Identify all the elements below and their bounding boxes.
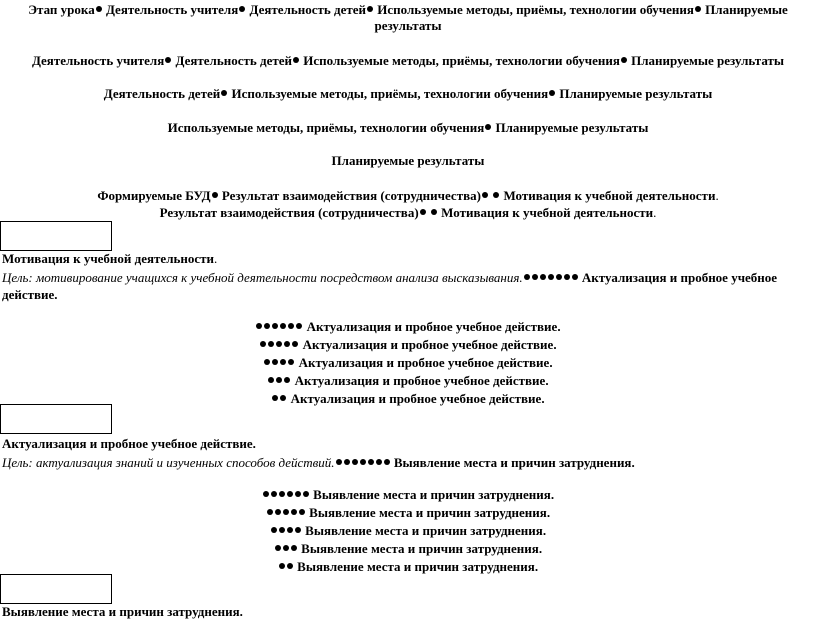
bullet-icon bbox=[256, 323, 262, 329]
header-children: Деятельность детей bbox=[175, 53, 292, 68]
bud-cooperation: Результат взаимодействия (сотрудничества) bbox=[221, 188, 481, 203]
list-item bbox=[0, 391, 816, 407]
list-item bbox=[0, 319, 816, 335]
bullet-icon bbox=[556, 274, 562, 280]
list-item-text: Актуализация и пробное учебное действие. bbox=[306, 319, 561, 334]
section-title bbox=[2, 251, 816, 267]
bullet-icon bbox=[295, 527, 301, 533]
table-cell-box bbox=[0, 221, 112, 251]
bullet-icon bbox=[271, 527, 277, 533]
header-row-3 bbox=[0, 86, 816, 102]
bullet-icon bbox=[296, 323, 302, 329]
bullet-icon bbox=[303, 491, 309, 497]
section-1-next: Актуализация и пробное учебное bbox=[581, 270, 778, 285]
bullet-icon bbox=[268, 377, 274, 383]
header-stage: Этап урока bbox=[28, 2, 95, 17]
bullet-icon bbox=[336, 459, 342, 465]
header-planned: Планируемые результаты bbox=[495, 120, 649, 135]
list-item bbox=[0, 337, 816, 353]
table-cell-box bbox=[0, 574, 112, 604]
bullet-icon bbox=[299, 509, 305, 515]
list-item-text: Выявление места и причин затруднения. bbox=[313, 487, 555, 502]
bullet-icon bbox=[288, 323, 294, 329]
bud-cooperation: Результат взаимодействия (сотрудничества) bbox=[159, 205, 419, 220]
bullet-icon bbox=[376, 459, 382, 465]
bullet-icon bbox=[212, 192, 218, 198]
bullet-icon bbox=[272, 395, 278, 401]
header-methods: Используемые методы, приёмы, технологии обучения bbox=[231, 86, 549, 101]
list-item-text: Выявление места и причин затруднения. bbox=[309, 505, 551, 520]
list-item bbox=[0, 541, 816, 557]
bullet-icon bbox=[482, 192, 488, 198]
bullet-icon bbox=[564, 274, 570, 280]
list-item-text: Выявление места и причин затруднения. bbox=[297, 559, 539, 574]
list-item bbox=[0, 559, 816, 575]
bullet-icon bbox=[287, 491, 293, 497]
bullet-icon bbox=[276, 377, 282, 383]
bullet-icon bbox=[267, 509, 273, 515]
header-row-4 bbox=[0, 120, 816, 136]
section-1-goal-wrap bbox=[2, 287, 816, 303]
section-2-goal: Цель: актуализация знаний и изученных способов действий. bbox=[2, 455, 335, 470]
bullet-icon bbox=[367, 6, 373, 12]
section-3-title: Выявление места и причин затруднения. bbox=[2, 604, 243, 619]
header-row-5 bbox=[0, 153, 816, 169]
bullet-icon bbox=[272, 323, 278, 329]
bullet-icon bbox=[621, 57, 627, 63]
bullet-icon bbox=[288, 359, 294, 365]
bud-line-2 bbox=[0, 205, 816, 221]
bud-period: . bbox=[715, 188, 719, 203]
bullet-icon bbox=[268, 341, 274, 347]
section-2-goal-line bbox=[2, 455, 816, 471]
bullet-icon bbox=[493, 192, 499, 198]
bullet-icon bbox=[572, 274, 578, 280]
bullet-icon bbox=[283, 509, 289, 515]
bullet-icon bbox=[271, 491, 277, 497]
bullet-icon bbox=[540, 274, 546, 280]
section-1-goal: Цель: мотивирование учащихся к учебной деятельности посредством анализа высказывания. bbox=[2, 270, 523, 285]
bullet-icon bbox=[284, 377, 290, 383]
bullet-icon bbox=[280, 359, 286, 365]
header-children: Деятельность детей bbox=[103, 86, 221, 101]
list-item bbox=[0, 355, 816, 371]
header-row-1 bbox=[0, 2, 816, 18]
bullet-icon bbox=[291, 509, 297, 515]
list-item-text: Актуализация и пробное учебное действие. bbox=[298, 355, 553, 370]
bullet-icon bbox=[280, 323, 286, 329]
list-item-text: Выявление места и причин затруднения. bbox=[301, 541, 543, 556]
table-cell-box bbox=[0, 404, 112, 434]
bullet-icon bbox=[344, 459, 350, 465]
list-item-text: Актуализация и пробное учебное действие. bbox=[294, 373, 549, 388]
header-planned: Планируемые результаты bbox=[631, 53, 785, 68]
header-planned: Планируемые bbox=[705, 2, 788, 17]
bud-period: . bbox=[653, 205, 657, 220]
bullet-icon bbox=[420, 209, 426, 215]
header-teacher: Деятельность учителя bbox=[31, 53, 165, 68]
bullet-icon bbox=[263, 491, 269, 497]
bullet-icon bbox=[279, 527, 285, 533]
header-methods: Используемые методы, приёмы, технологии обучения bbox=[303, 53, 620, 68]
bullet-icon bbox=[485, 124, 491, 130]
bullet-icon bbox=[96, 6, 102, 12]
list-item bbox=[0, 487, 816, 503]
bullet-icon bbox=[165, 57, 171, 63]
bullet-icon bbox=[279, 563, 285, 569]
bullet-icon bbox=[283, 545, 289, 551]
bullet-icon bbox=[287, 527, 293, 533]
header-results-wrap: результаты bbox=[374, 18, 442, 33]
bullet-icon bbox=[549, 90, 555, 96]
bullet-icon bbox=[275, 509, 281, 515]
section-2-next: Выявление места и причин затруднения. bbox=[393, 455, 635, 470]
bullet-icon bbox=[264, 359, 270, 365]
header-planned: Планируемые результаты bbox=[331, 153, 485, 168]
header-methods: Используемые методы, приёмы, технологии обучения bbox=[377, 2, 694, 17]
bullet-icon bbox=[695, 6, 701, 12]
bullet-icon bbox=[275, 545, 281, 551]
list-item-text: Актуализация и пробное учебное действие. bbox=[290, 391, 545, 406]
bud-motivation: Мотивация к учебной деятельности bbox=[441, 205, 654, 220]
section-2-title: Актуализация и пробное учебное действие. bbox=[2, 436, 256, 451]
bullet-icon bbox=[287, 563, 293, 569]
list-item bbox=[0, 523, 816, 539]
header-row-2 bbox=[0, 53, 816, 69]
section-1-title: Мотивация к учебной деятельности bbox=[2, 251, 214, 266]
bullet-icon bbox=[524, 274, 530, 280]
bullet-icon bbox=[221, 90, 227, 96]
header-teacher: Деятельность учителя bbox=[105, 2, 239, 17]
bullet-icon bbox=[360, 459, 366, 465]
list-item-text: Актуализация и пробное учебное действие. bbox=[302, 337, 557, 352]
bullet-icon bbox=[272, 359, 278, 365]
bud-motivation: Мотивация к учебной деятельности bbox=[503, 188, 716, 203]
bullet-icon bbox=[291, 545, 297, 551]
bullet-icon bbox=[352, 459, 358, 465]
bullet-icon bbox=[280, 395, 286, 401]
bud-label: Формируемые БУД bbox=[97, 188, 211, 203]
section-title bbox=[2, 436, 816, 452]
bullet-icon bbox=[548, 274, 554, 280]
section-1-next-wrap: действие. bbox=[2, 287, 58, 302]
bullet-icon bbox=[239, 6, 245, 12]
section-1-goal-line bbox=[2, 270, 816, 286]
section-1-period: . bbox=[214, 251, 218, 266]
bullet-icon bbox=[292, 341, 298, 347]
bullet-icon bbox=[431, 209, 437, 215]
bullet-icon bbox=[264, 323, 270, 329]
header-methods: Используемые методы, приёмы, технологии обучения bbox=[167, 120, 485, 135]
bullet-icon bbox=[293, 57, 299, 63]
bullet-icon bbox=[368, 459, 374, 465]
list-item bbox=[0, 505, 816, 521]
list-item-text: Выявление места и причин затруднения. bbox=[305, 523, 547, 538]
bullet-icon bbox=[276, 341, 282, 347]
bullet-icon bbox=[279, 491, 285, 497]
bullet-icon bbox=[384, 459, 390, 465]
bud-line-1 bbox=[0, 188, 816, 204]
header-planned: Планируемые результаты bbox=[559, 86, 713, 101]
header-children: Деятельность детей bbox=[249, 2, 367, 17]
bullet-icon bbox=[295, 491, 301, 497]
list-item bbox=[0, 373, 816, 389]
header-row-1-wrap bbox=[0, 18, 816, 34]
bullet-icon bbox=[532, 274, 538, 280]
bullet-icon bbox=[260, 341, 266, 347]
bullet-icon bbox=[284, 341, 290, 347]
